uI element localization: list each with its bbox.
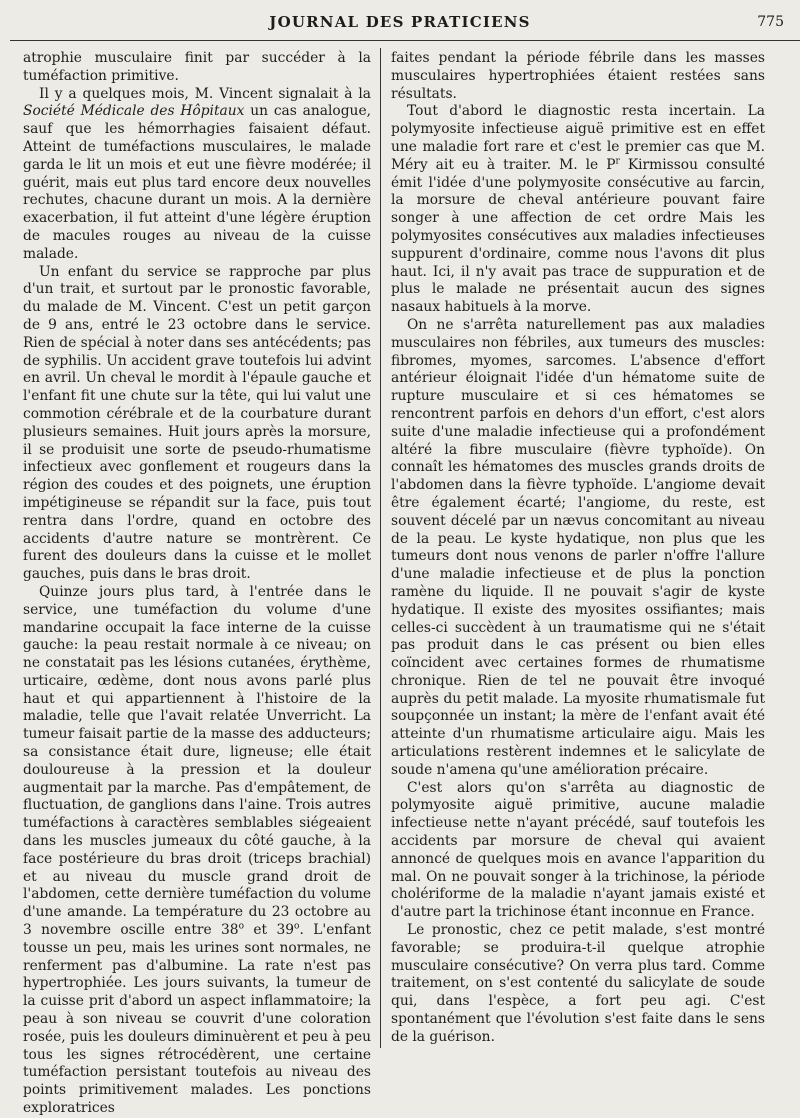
paragraph: C'est alors qu'on s'arrêta au diagnostic de polymyosite aiguë primitive, aucune maladie infectieuse nette n'ayant précédé, sauf toutefois les accidents par morsure de cheval qui avaient annoncé de quelques mois en avance l'apparition du mal. On ne pouvait songer à la trichinose, la période cholériforme de la maladie n'ayant jamais existé et d'autre part la trichinose étant inconnue en France.	[391, 779, 765, 921]
page-header	[0, 0, 800, 46]
text-run: Kirmissou consulté émit l'idée d'une polymyosite consécutive au farcin, la morsure de cheval antérieure pouvant faire songer à une affection de cet ordre Mais les polymyosites consécutives aux maladies infectieuses suppurent d'ordinaire, comme nous l'avons dit plus haut. Ici, il n'y avait pas trace de suppuration et de plus le malade ne présentait aucun des signes nasaux habituels à la morve.	[391, 156, 765, 316]
paragraph: On ne s'arrêta naturellement pas aux maladies musculaires non fébriles, aux tumeurs des muscles: fibromes, myomes, sarcomes. L'absence d'effort antérieur éloignait l'idée d'un hématome suite de rupture musculaire et si ces hématomes se rencontrent parfois en dehors d'un effort, c'est alors suite d'une maladie infectieuse qui a profondément altéré la fibre musculaire (fièvre typhoïde). On connaît les hématomes des muscles grands droits de l'abdomen dans la fièvre typhoïde. L'angiome devait être également écarté; l'angiome, du reste, est souvent décelé par un nævus concomitant au niveau de la peau. Le kyste hydatique, non plus que les tumeurs dont nous venons de parler n'offre l'allure d'une maladie infectieuse et de plus la ponction ramène du liquide. Il ne pouvait s'agir de kyste hydatique. Il existe des myosites ossifiantes; mais celles-ci succèdent à un traumatisme qui ne s'était pas produit dans le cas présent ou bien elles coïncident avec certaines formes de rhumatisme chronique. Rien de tel ne pouvait être invoqué auprès du petit malade. La myosite rhumatismale fut soupçonnée un instant; la mère de l'enfant avait été atteinte d'un rhumatisme articulaire aigu. Mais les articulations restèrent indemnes et le salicylate de soude n'amena qu'une amélioration précaire.	[391, 316, 765, 778]
text-run: . L'enfant tousse un peu, mais les urines sont normales, ne renferment pas d'albumine. La rate n'est pas hypertrophiée. Les jours suivants, la tumeur de la cuisse prit d'abord un aspect inflammatoire; la peau à son niveau se couvrit d'une coloration rosée, puis les douleurs diminuèrent et peu à peu tous les signes rétrocédèrent, une certaine tuméfaction persistant toutefois au niveau des points primitivement malades. Les ponctions exploratrices	[23, 922, 372, 1117]
paragraph	[23, 86, 371, 264]
page-number: 775	[757, 14, 784, 30]
text-run: et 39	[244, 922, 295, 939]
header-rule	[10, 40, 800, 41]
text-run: un cas analogue, sauf que les hémorrhagies faisaient défaut. Atteint de tuméfactions musculaires, le malade garda le lit un mois et eut une fièvre modérée; il guérit, mais eut plus tard encore deux nouvelles rechutes, chacune durant un mois. A la dernière exacerbation, il fut atteint d'une légère éruption de macules rouges au niveau de la cuisse malade.	[23, 103, 371, 262]
italic-society-name: Société Médicale des Hôpitaux	[23, 103, 245, 120]
paragraph	[23, 584, 371, 1118]
column-divider	[380, 48, 381, 1048]
paragraph	[391, 103, 765, 317]
journal-title: JOURNAL DES PRATICIENS	[269, 13, 531, 31]
degree-superscript: o	[294, 921, 300, 932]
text-run: Quinze jours plus tard, à l'entrée dans le service, une tuméfaction du volume d'une mandarine occupait la face interne de la cuisse gauche: la peau restait normale à ce niveau; on ne constatait pas les lésions cutanées, érythème, urticaire, œdème, dont nous avons parlé plus haut et qui appartiennent à l'histoire de la maladie, telle que l'avait relatée Unverricht. La tumeur faisait partie de la masse des adducteurs; sa consistance était dure, ligneuse; elle était douloureuse à la pression et la douleur augmentait par la marche. Pas d'empâtement, de fluctuation, de ganglions dans l'aine. Trois autres tuméfactions à caractères semblables siégeaient dans les muscles jumeaux du côté gauche, à la face postérieure du bras droit (triceps brachial) et au niveau du muscle grand droit de l'abdomen, cette dernière tuméfaction du volume d'une amande. La température du 23 octobre au 3 novembre oscille entre 38	[23, 583, 371, 939]
paragraph: Un enfant du service se rapproche par plus d'un trait, et surtout par le pronostic favorable, du malade de M. Vincent. C'est un petit garçon de 9 ans, entré le 23 octobre dans le service. Rien de spécial à noter dans ses antécédents; pas de syphilis. Un accident grave toutefois lui advint en avril. Un cheval le mordit à l'épaule gauche et l'enfant fit une chute sur la tête, qui lui valut une commotion cérébrale et de la courbature durant plusieurs semaines. Huit jours après la morsure, il se produisit une sorte de pseudo-rhumatisme infectieux avec gonflement et rougeurs dans la région des coudes et des poignets, une éruption impétigineuse se répandit sur la face, puis tout rentra dans l'ordre, quand en octobre des accidents d'autre nature se montrèrent. Ce furent des douleurs dans la cuisse et le mollet gauches, puis dans le bras droit.	[23, 263, 371, 583]
professor-superscript: r	[615, 156, 620, 167]
paragraph: Le pronostic, chez ce petit malade, s'est montré favorable; se produira-t-il quelque atrophie musculaire consécutive? On verra plus tard. Comme traitement, on s'est contenté du salicylate de soude qui, dans l'espèce, a fort peu agi. C'est spontanément que l'évolution s'est faite dans le sens de la guérison.	[391, 922, 765, 1045]
right-column	[391, 50, 765, 1045]
text-run: Il y a quelques mois, M. Vincent signalait à la	[39, 85, 371, 102]
text-run: Tout d'abord le diagnostic resta incertain. La polymyosite infectieuse aiguë primitive est en effet une maladie fort rare et c'est le premier cas que M. Méry ait eu à traiter. M. le P	[391, 103, 765, 173]
paragraph: atrophie musculaire finit par succéder à la tuméfaction primitive.	[23, 50, 371, 84]
degree-superscript: o	[238, 921, 244, 932]
left-column	[23, 50, 372, 1117]
paragraph: faites pendant la période fébrile dans les masses musculaires hypertrophiées étaient restées sans résultats.	[391, 50, 765, 102]
